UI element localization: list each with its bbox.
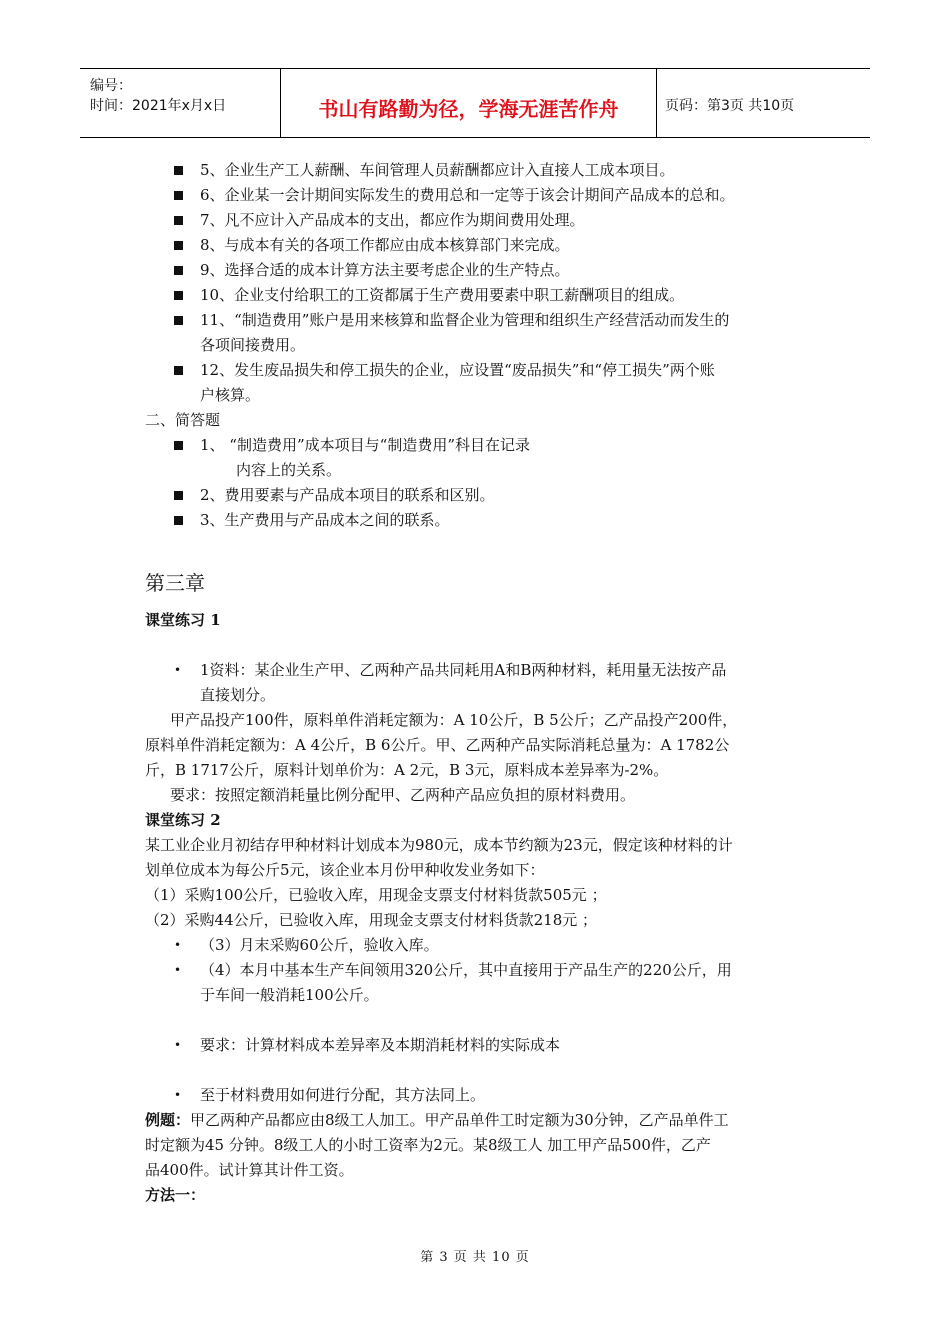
statement-6: 6、企业某一会计期间实际发生的费用总和一定等于该会计期间产品成本的总和。 [200, 186, 735, 204]
bullet-dot-icon: • [174, 963, 182, 977]
exercise-2-item-1: （1）采购100公斤，已验收入库，用现金支票支付材料货款505元 ； [145, 886, 607, 904]
statement-8: 8、与成本有关的各项工作都应由成本核算部门来完成。 [200, 236, 570, 254]
square-bullet-icon [174, 241, 183, 250]
statement-10: 10、企业支付给职工的工资都属于生产费用要素中职工薪酬项目的组成。 [200, 286, 685, 304]
statement-11-line1: 11、“制造费用”账户是用来核算和监督企业为管理和组织生产经营活动而发生的 [200, 311, 730, 329]
method-one-label: 方法一： [145, 1186, 206, 1204]
statement-12-line1: 12、发生废品损失和停工损失的企业，应设置“废品损失”和“停工损失”两个账 [200, 361, 715, 379]
statement-7: 7、凡不应计入产品成本的支出，都应作为期间费用处理。 [200, 211, 585, 229]
section-title: 二、简答题 [145, 411, 221, 429]
square-bullet-icon [174, 291, 183, 300]
page-footer: 第 3 页 共 10 页 [420, 1250, 530, 1265]
bullet-dot-icon: • [174, 938, 182, 952]
example-line1 [145, 1110, 729, 1130]
square-bullet-icon [174, 216, 183, 225]
question-3: 3、生产费用与产品成本之间的联系。 [200, 511, 450, 529]
example-text-1: 甲乙两种产品都应由8级工人加工。甲产品单件工时定额为30分钟，乙产品单件工 [190, 1111, 729, 1129]
square-bullet-icon [174, 516, 183, 525]
statement-12-line2: 户核算。 [200, 386, 261, 404]
statement-9: 9、选择合适的成本计算方法主要考虑企业的生产特点。 [200, 261, 570, 279]
example-label: 例题： [145, 1111, 191, 1129]
bullet-dot-icon: • [174, 1088, 182, 1102]
exercise-2-item-2: （2）采购44公斤，已验收入库，用现金支票支付材料货款218元 ； [145, 911, 598, 929]
material-allocation-note: 至于材料费用如何进行分配，其方法同上。 [200, 1086, 486, 1104]
example-line2: 时定额为45 分钟。8级工人的小时工资率为2元。某8级工人 加工甲产品500件，乙产 [145, 1136, 711, 1154]
document-number-label: 编号： [90, 78, 132, 94]
exercise-1-requirement: 要求：按照定额消耗量比例分配甲、乙两种产品应负担的原材料费用。 [170, 786, 636, 804]
exercise-1-title: 课堂练习 1 [145, 611, 221, 629]
bullet-dot-icon: • [174, 663, 182, 677]
square-bullet-icon [174, 266, 183, 275]
exercise-2-title: 课堂练习 2 [145, 811, 221, 829]
exercise-2-para-line2: 划单位成本为每公斤5元，该企业本月份甲种收发业务如下： [145, 861, 545, 879]
bullet-dot-icon: • [174, 1038, 182, 1052]
question-1-line1: 1、 “制造费用”成本项目与“制造费用”科目在记录 [200, 436, 530, 454]
exercise-1-material-line1: 1资料：某企业生产甲、乙两种产品共同耗用A和B两种材料，耗用量无法按产品 [200, 661, 727, 679]
square-bullet-icon [174, 441, 183, 450]
exercise-1-para-line2: 原料单件消耗定额为：A 4公斤，B 6公斤。甲、乙两种产品实际消耗总量为：A 1782公 [145, 736, 730, 754]
exercise-2-requirement: 要求：计算材料成本差异率及本期消耗材料的实际成本 [200, 1036, 561, 1054]
exercise-2-item-4-line2: 于车间一般消耗100公斤。 [200, 986, 379, 1004]
question-2: 2、费用要素与产品成本项目的联系和区别。 [200, 486, 495, 504]
exercise-2-para-line1: 某工业企业月初结存甲种材料计划成本为980元，成本节约额为23元，假定该种材料的计 [145, 836, 733, 854]
chapter-title: 第三章 [145, 571, 205, 595]
square-bullet-icon [174, 366, 183, 375]
document-time-label: 时间：2021年x月x日 [90, 98, 227, 114]
exercise-1-material-line2: 直接划分。 [200, 686, 276, 704]
header-motto: 书山有路勤为径，学海无涯苦作舟 [318, 97, 619, 121]
statement-11-line2: 各项间接费用。 [200, 336, 306, 354]
square-bullet-icon [174, 166, 183, 175]
exercise-1-para-line3: 斤，B 1717公斤，原料计划单价为：A 2元，B 3元，原料成本差异率为-2%。 [145, 761, 669, 779]
exercise-2-item-3: （3）月末采购60公斤，验收入库。 [200, 936, 439, 954]
statement-5: 5、企业生产工人薪酬、车间管理人员薪酬都应计入直接人工成本项目。 [200, 161, 675, 179]
square-bullet-icon [174, 491, 183, 500]
header-page-code: 页码：第3页 共10页 [665, 98, 795, 114]
square-bullet-icon [174, 316, 183, 325]
exercise-1-para-line1: 甲产品投产100件，原料单件消耗定额为：A 10公斤，B 5公斤；乙产品投产200件， [170, 711, 738, 729]
exercise-2-item-4-line1: （4）本月中基本生产车间领用320公斤，其中直接用于产品生产的220公斤，用 [200, 961, 732, 979]
question-1-line2: 内容上的关系。 [236, 461, 342, 479]
square-bullet-icon [174, 191, 183, 200]
example-line3: 品400件。试计算其计件工资。 [145, 1161, 354, 1179]
